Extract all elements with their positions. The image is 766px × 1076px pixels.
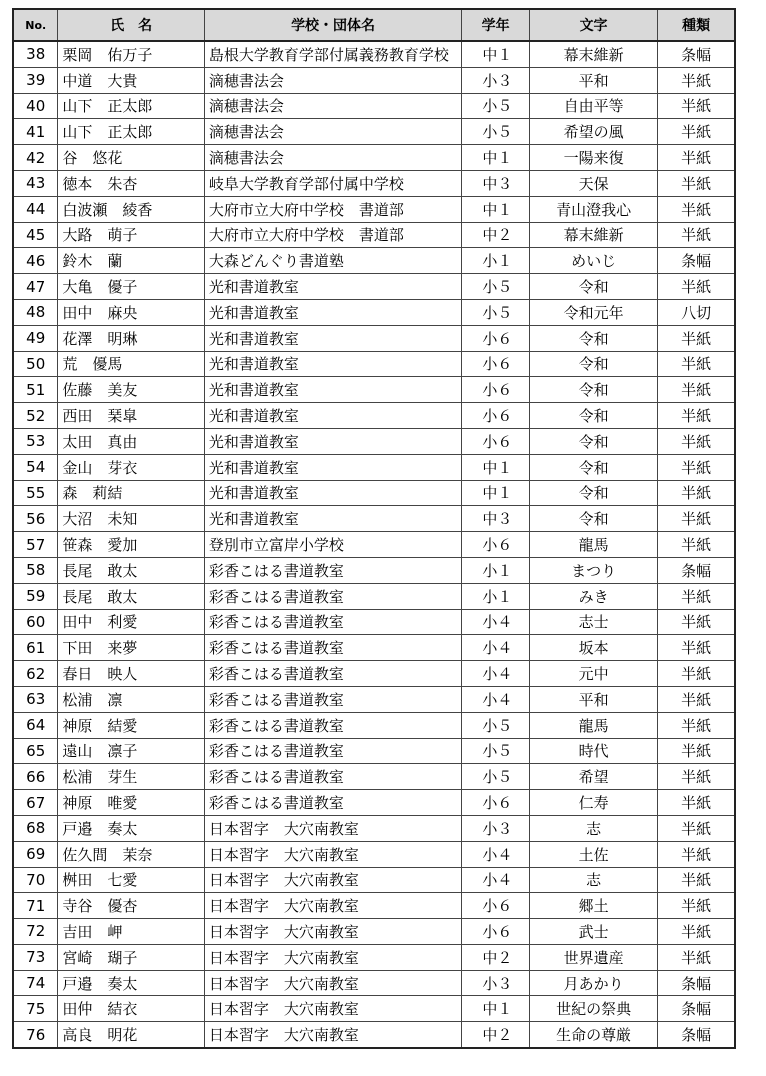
cell-grade: 小６ bbox=[462, 325, 530, 351]
cell-grade: 中１ bbox=[462, 145, 530, 171]
cell-grade: 小６ bbox=[462, 532, 530, 558]
cell-no: 42 bbox=[13, 145, 58, 171]
cell-school: 登別市立富岸小学校 bbox=[204, 532, 461, 558]
cell-characters: 郷土 bbox=[529, 893, 657, 919]
cell-type: 半紙 bbox=[658, 738, 735, 764]
cell-grade: 小６ bbox=[462, 919, 530, 945]
cell-no: 45 bbox=[13, 222, 58, 248]
cell-no: 66 bbox=[13, 764, 58, 790]
cell-type: 半紙 bbox=[658, 506, 735, 532]
cell-name: 松浦 芽生 bbox=[58, 764, 204, 790]
table-row bbox=[13, 222, 735, 248]
cell-name: 田仲 結衣 bbox=[58, 996, 204, 1022]
cell-no: 69 bbox=[13, 841, 58, 867]
cell-name: 大路 萌子 bbox=[58, 222, 204, 248]
cell-no: 62 bbox=[13, 661, 58, 687]
cell-no: 41 bbox=[13, 119, 58, 145]
table-row bbox=[13, 944, 735, 970]
cell-type: 半紙 bbox=[658, 635, 735, 661]
cell-school: 彩香こはる書道教室 bbox=[204, 790, 461, 816]
cell-name: 山下 正太郎 bbox=[58, 119, 204, 145]
cell-type: 条幅 bbox=[658, 970, 735, 996]
table-row bbox=[13, 815, 735, 841]
cell-no: 54 bbox=[13, 454, 58, 480]
table-row bbox=[13, 196, 735, 222]
cell-type: 半紙 bbox=[658, 222, 735, 248]
cell-characters: 令和 bbox=[529, 351, 657, 377]
table-row bbox=[13, 454, 735, 480]
cell-grade: 中２ bbox=[462, 222, 530, 248]
table-row bbox=[13, 738, 735, 764]
cell-characters: 令和 bbox=[529, 454, 657, 480]
table-row bbox=[13, 841, 735, 867]
cell-school: 日本習字 大穴南教室 bbox=[204, 970, 461, 996]
cell-grade: 中１ bbox=[462, 196, 530, 222]
cell-grade: 小５ bbox=[462, 274, 530, 300]
cell-name: 高良 明花 bbox=[58, 1022, 204, 1048]
cell-no: 58 bbox=[13, 557, 58, 583]
cell-name: 笹森 愛加 bbox=[58, 532, 204, 558]
cell-school: 彩香こはる書道教室 bbox=[204, 557, 461, 583]
cell-name: 大亀 優子 bbox=[58, 274, 204, 300]
cell-name: 太田 真由 bbox=[58, 428, 204, 454]
cell-characters: 令和 bbox=[529, 428, 657, 454]
cell-characters: 幕末維新 bbox=[529, 222, 657, 248]
cell-no: 65 bbox=[13, 738, 58, 764]
cell-characters: 令和 bbox=[529, 274, 657, 300]
cell-grade: 小３ bbox=[462, 815, 530, 841]
cell-characters: 幕末維新 bbox=[529, 41, 657, 67]
table-row bbox=[13, 970, 735, 996]
cell-characters: 天保 bbox=[529, 170, 657, 196]
cell-characters: みき bbox=[529, 583, 657, 609]
cell-grade: 小５ bbox=[462, 299, 530, 325]
table-row bbox=[13, 609, 735, 635]
header-type: 種類 bbox=[658, 9, 735, 41]
table-row bbox=[13, 480, 735, 506]
cell-name: 佐藤 美友 bbox=[58, 377, 204, 403]
cell-grade: 小６ bbox=[462, 893, 530, 919]
cell-name: 寺谷 優杏 bbox=[58, 893, 204, 919]
cell-grade: 小５ bbox=[462, 93, 530, 119]
cell-type: 半紙 bbox=[658, 325, 735, 351]
header-grade: 学年 bbox=[462, 9, 530, 41]
cell-type: 半紙 bbox=[658, 686, 735, 712]
cell-no: 52 bbox=[13, 403, 58, 429]
cell-no: 47 bbox=[13, 274, 58, 300]
table-row bbox=[13, 557, 735, 583]
cell-no: 40 bbox=[13, 93, 58, 119]
cell-grade: 小４ bbox=[462, 609, 530, 635]
cell-no: 75 bbox=[13, 996, 58, 1022]
cell-no: 63 bbox=[13, 686, 58, 712]
header-school: 学校・団体名 bbox=[204, 9, 461, 41]
cell-type: 半紙 bbox=[658, 815, 735, 841]
table-row bbox=[13, 351, 735, 377]
cell-school: 日本習字 大穴南教室 bbox=[204, 867, 461, 893]
cell-name: 金山 芽衣 bbox=[58, 454, 204, 480]
cell-grade: 小４ bbox=[462, 661, 530, 687]
cell-grade: 中３ bbox=[462, 170, 530, 196]
cell-no: 48 bbox=[13, 299, 58, 325]
cell-name: 栗岡 佑万子 bbox=[58, 41, 204, 67]
table-row bbox=[13, 274, 735, 300]
cell-characters: 令和 bbox=[529, 480, 657, 506]
cell-grade: 中１ bbox=[462, 996, 530, 1022]
cell-name: 戸邉 奏太 bbox=[58, 815, 204, 841]
cell-no: 56 bbox=[13, 506, 58, 532]
cell-name: 神原 結愛 bbox=[58, 712, 204, 738]
cell-no: 73 bbox=[13, 944, 58, 970]
cell-name: 宮崎 瑚子 bbox=[58, 944, 204, 970]
cell-school: 滴穂書法会 bbox=[204, 145, 461, 171]
table-row bbox=[13, 532, 735, 558]
cell-school: 光和書道教室 bbox=[204, 454, 461, 480]
cell-grade: 中２ bbox=[462, 1022, 530, 1048]
table-row bbox=[13, 325, 735, 351]
cell-characters: めいじ bbox=[529, 248, 657, 274]
cell-name: 神原 唯愛 bbox=[58, 790, 204, 816]
cell-name: 戸邉 奏太 bbox=[58, 970, 204, 996]
cell-grade: 中２ bbox=[462, 944, 530, 970]
cell-no: 61 bbox=[13, 635, 58, 661]
cell-name: 桝田 七愛 bbox=[58, 867, 204, 893]
cell-type: 半紙 bbox=[658, 790, 735, 816]
cell-school: 島根大学教育学部付属義務教育学校 bbox=[204, 41, 461, 67]
cell-grade: 中１ bbox=[462, 454, 530, 480]
table-row bbox=[13, 712, 735, 738]
table-row bbox=[13, 919, 735, 945]
cell-school: 彩香こはる書道教室 bbox=[204, 635, 461, 661]
cell-no: 39 bbox=[13, 67, 58, 93]
cell-characters: 仁寿 bbox=[529, 790, 657, 816]
cell-no: 74 bbox=[13, 970, 58, 996]
cell-name: 白波瀬 綾香 bbox=[58, 196, 204, 222]
cell-type: 半紙 bbox=[658, 480, 735, 506]
cell-characters: 令和 bbox=[529, 377, 657, 403]
cell-grade: 小３ bbox=[462, 970, 530, 996]
cell-no: 72 bbox=[13, 919, 58, 945]
cell-type: 半紙 bbox=[658, 583, 735, 609]
cell-no: 57 bbox=[13, 532, 58, 558]
cell-name: 西田 琹皐 bbox=[58, 403, 204, 429]
header-row bbox=[13, 9, 735, 41]
cell-grade: 中１ bbox=[462, 480, 530, 506]
header-no: No. bbox=[13, 9, 58, 41]
cell-school: 彩香こはる書道教室 bbox=[204, 764, 461, 790]
cell-characters: 平和 bbox=[529, 686, 657, 712]
cell-type: 半紙 bbox=[658, 428, 735, 454]
table-row bbox=[13, 790, 735, 816]
cell-type: 半紙 bbox=[658, 403, 735, 429]
cell-grade: 小１ bbox=[462, 248, 530, 274]
cell-name: 山下 正太郎 bbox=[58, 93, 204, 119]
table-row bbox=[13, 1022, 735, 1048]
table-row bbox=[13, 119, 735, 145]
cell-characters: 志 bbox=[529, 815, 657, 841]
cell-no: 70 bbox=[13, 867, 58, 893]
header-name: 氏 名 bbox=[58, 9, 204, 41]
cell-school: 日本習字 大穴南教室 bbox=[204, 1022, 461, 1048]
cell-name: 遠山 凛子 bbox=[58, 738, 204, 764]
cell-type: 半紙 bbox=[658, 661, 735, 687]
cell-grade: 中１ bbox=[462, 41, 530, 67]
cell-name: 長尾 敢太 bbox=[58, 557, 204, 583]
cell-name: 長尾 敢太 bbox=[58, 583, 204, 609]
cell-school: 彩香こはる書道教室 bbox=[204, 583, 461, 609]
cell-name: 谷 悠花 bbox=[58, 145, 204, 171]
cell-school: 彩香こはる書道教室 bbox=[204, 609, 461, 635]
cell-characters: 元中 bbox=[529, 661, 657, 687]
table-row bbox=[13, 635, 735, 661]
cell-grade: 小５ bbox=[462, 738, 530, 764]
cell-grade: 小６ bbox=[462, 403, 530, 429]
cell-characters: 令和元年 bbox=[529, 299, 657, 325]
table-row bbox=[13, 686, 735, 712]
cell-type: 半紙 bbox=[658, 377, 735, 403]
cell-characters: 自由平等 bbox=[529, 93, 657, 119]
cell-type: 半紙 bbox=[658, 274, 735, 300]
cell-school: 滴穂書法会 bbox=[204, 67, 461, 93]
table-row bbox=[13, 867, 735, 893]
cell-school: 日本習字 大穴南教室 bbox=[204, 841, 461, 867]
cell-school: 光和書道教室 bbox=[204, 428, 461, 454]
cell-type: 半紙 bbox=[658, 170, 735, 196]
cell-no: 76 bbox=[13, 1022, 58, 1048]
cell-grade: 中３ bbox=[462, 506, 530, 532]
cell-school: 彩香こはる書道教室 bbox=[204, 712, 461, 738]
cell-grade: 小１ bbox=[462, 557, 530, 583]
cell-school: 彩香こはる書道教室 bbox=[204, 738, 461, 764]
table-row bbox=[13, 506, 735, 532]
cell-no: 68 bbox=[13, 815, 58, 841]
cell-school: 光和書道教室 bbox=[204, 325, 461, 351]
table-row bbox=[13, 428, 735, 454]
cell-characters: 土佐 bbox=[529, 841, 657, 867]
cell-type: 半紙 bbox=[658, 351, 735, 377]
cell-type: 半紙 bbox=[658, 93, 735, 119]
table-row bbox=[13, 377, 735, 403]
cell-name: 鈴木 蘭 bbox=[58, 248, 204, 274]
table-row bbox=[13, 583, 735, 609]
cell-characters: 龍馬 bbox=[529, 712, 657, 738]
cell-school: 光和書道教室 bbox=[204, 506, 461, 532]
cell-type: 半紙 bbox=[658, 145, 735, 171]
cell-type: 半紙 bbox=[658, 764, 735, 790]
cell-type: 半紙 bbox=[658, 841, 735, 867]
cell-grade: 小４ bbox=[462, 841, 530, 867]
cell-characters: 生命の尊厳 bbox=[529, 1022, 657, 1048]
cell-name: 松浦 凛 bbox=[58, 686, 204, 712]
cell-school: 日本習字 大穴南教室 bbox=[204, 944, 461, 970]
cell-no: 46 bbox=[13, 248, 58, 274]
cell-no: 53 bbox=[13, 428, 58, 454]
cell-name: 田中 利愛 bbox=[58, 609, 204, 635]
cell-grade: 小３ bbox=[462, 67, 530, 93]
cell-no: 60 bbox=[13, 609, 58, 635]
cell-characters: 志 bbox=[529, 867, 657, 893]
cell-school: 滴穂書法会 bbox=[204, 119, 461, 145]
table-row bbox=[13, 170, 735, 196]
cell-name: 荒 優馬 bbox=[58, 351, 204, 377]
cell-school: 日本習字 大穴南教室 bbox=[204, 815, 461, 841]
cell-type: 八切 bbox=[658, 299, 735, 325]
cell-grade: 小４ bbox=[462, 686, 530, 712]
cell-no: 59 bbox=[13, 583, 58, 609]
table-row bbox=[13, 145, 735, 171]
cell-no: 67 bbox=[13, 790, 58, 816]
cell-type: 条幅 bbox=[658, 996, 735, 1022]
cell-grade: 小６ bbox=[462, 428, 530, 454]
cell-type: 半紙 bbox=[658, 119, 735, 145]
cell-school: 大府市立大府中学校 書道部 bbox=[204, 196, 461, 222]
cell-type: 条幅 bbox=[658, 557, 735, 583]
table-row bbox=[13, 299, 735, 325]
cell-no: 64 bbox=[13, 712, 58, 738]
cell-no: 49 bbox=[13, 325, 58, 351]
cell-characters: 世界遺産 bbox=[529, 944, 657, 970]
cell-grade: 小４ bbox=[462, 867, 530, 893]
cell-name: 徳本 朱杏 bbox=[58, 170, 204, 196]
cell-type: 条幅 bbox=[658, 41, 735, 67]
table-row bbox=[13, 893, 735, 919]
cell-name: 下田 来夢 bbox=[58, 635, 204, 661]
table-header bbox=[13, 9, 735, 41]
cell-characters: まつり bbox=[529, 557, 657, 583]
cell-type: 半紙 bbox=[658, 609, 735, 635]
cell-characters: 令和 bbox=[529, 506, 657, 532]
cell-characters: 希望 bbox=[529, 764, 657, 790]
cell-grade: 小５ bbox=[462, 764, 530, 790]
cell-name: 佐久間 茉奈 bbox=[58, 841, 204, 867]
cell-characters: 令和 bbox=[529, 325, 657, 351]
cell-characters: 世紀の祭典 bbox=[529, 996, 657, 1022]
cell-type: 半紙 bbox=[658, 532, 735, 558]
cell-characters: 坂本 bbox=[529, 635, 657, 661]
cell-characters: 一陽来復 bbox=[529, 145, 657, 171]
table-row bbox=[13, 67, 735, 93]
cell-grade: 小４ bbox=[462, 635, 530, 661]
table-row bbox=[13, 41, 735, 67]
cell-name: 春日 映人 bbox=[58, 661, 204, 687]
cell-school: 岐阜大学教育学部付属中学校 bbox=[204, 170, 461, 196]
cell-school: 彩香こはる書道教室 bbox=[204, 686, 461, 712]
cell-characters: 龍馬 bbox=[529, 532, 657, 558]
cell-type: 半紙 bbox=[658, 196, 735, 222]
cell-school: 光和書道教室 bbox=[204, 274, 461, 300]
cell-type: 半紙 bbox=[658, 712, 735, 738]
cell-no: 55 bbox=[13, 480, 58, 506]
cell-type: 条幅 bbox=[658, 1022, 735, 1048]
cell-no: 43 bbox=[13, 170, 58, 196]
cell-grade: 小５ bbox=[462, 712, 530, 738]
cell-school: 光和書道教室 bbox=[204, 299, 461, 325]
cell-name: 中道 大貴 bbox=[58, 67, 204, 93]
cell-school: 日本習字 大穴南教室 bbox=[204, 996, 461, 1022]
table-row bbox=[13, 248, 735, 274]
cell-no: 38 bbox=[13, 41, 58, 67]
cell-school: 光和書道教室 bbox=[204, 351, 461, 377]
cell-grade: 小１ bbox=[462, 583, 530, 609]
table-row bbox=[13, 403, 735, 429]
cell-grade: 小６ bbox=[462, 377, 530, 403]
cell-type: 半紙 bbox=[658, 919, 735, 945]
cell-no: 71 bbox=[13, 893, 58, 919]
cell-characters: 青山澄我心 bbox=[529, 196, 657, 222]
cell-name: 吉田 岬 bbox=[58, 919, 204, 945]
cell-grade: 小６ bbox=[462, 351, 530, 377]
cell-name: 田中 麻央 bbox=[58, 299, 204, 325]
cell-type: 半紙 bbox=[658, 944, 735, 970]
cell-no: 44 bbox=[13, 196, 58, 222]
cell-school: 滴穂書法会 bbox=[204, 93, 461, 119]
cell-grade: 小５ bbox=[462, 119, 530, 145]
cell-type: 条幅 bbox=[658, 248, 735, 274]
participant-table bbox=[12, 8, 736, 1049]
cell-type: 半紙 bbox=[658, 893, 735, 919]
cell-no: 50 bbox=[13, 351, 58, 377]
table-body bbox=[13, 41, 735, 1048]
cell-characters: 令和 bbox=[529, 403, 657, 429]
cell-characters: 月あかり bbox=[529, 970, 657, 996]
table-row bbox=[13, 764, 735, 790]
cell-type: 半紙 bbox=[658, 867, 735, 893]
cell-school: 日本習字 大穴南教室 bbox=[204, 919, 461, 945]
cell-school: 彩香こはる書道教室 bbox=[204, 661, 461, 687]
cell-school: 光和書道教室 bbox=[204, 480, 461, 506]
cell-type: 半紙 bbox=[658, 454, 735, 480]
cell-name: 大沼 未知 bbox=[58, 506, 204, 532]
cell-characters: 希望の風 bbox=[529, 119, 657, 145]
cell-school: 光和書道教室 bbox=[204, 403, 461, 429]
cell-characters: 時代 bbox=[529, 738, 657, 764]
table-row bbox=[13, 996, 735, 1022]
cell-characters: 志士 bbox=[529, 609, 657, 635]
cell-school: 大府市立大府中学校 書道部 bbox=[204, 222, 461, 248]
cell-name: 花澤 明琳 bbox=[58, 325, 204, 351]
header-characters: 文字 bbox=[529, 9, 657, 41]
table-row bbox=[13, 93, 735, 119]
cell-type: 半紙 bbox=[658, 67, 735, 93]
cell-school: 日本習字 大穴南教室 bbox=[204, 893, 461, 919]
cell-grade: 小６ bbox=[462, 790, 530, 816]
cell-characters: 武士 bbox=[529, 919, 657, 945]
cell-characters: 平和 bbox=[529, 67, 657, 93]
table-row bbox=[13, 661, 735, 687]
cell-school: 大森どんぐり書道塾 bbox=[204, 248, 461, 274]
cell-name: 森 莉結 bbox=[58, 480, 204, 506]
cell-no: 51 bbox=[13, 377, 58, 403]
cell-school: 光和書道教室 bbox=[204, 377, 461, 403]
